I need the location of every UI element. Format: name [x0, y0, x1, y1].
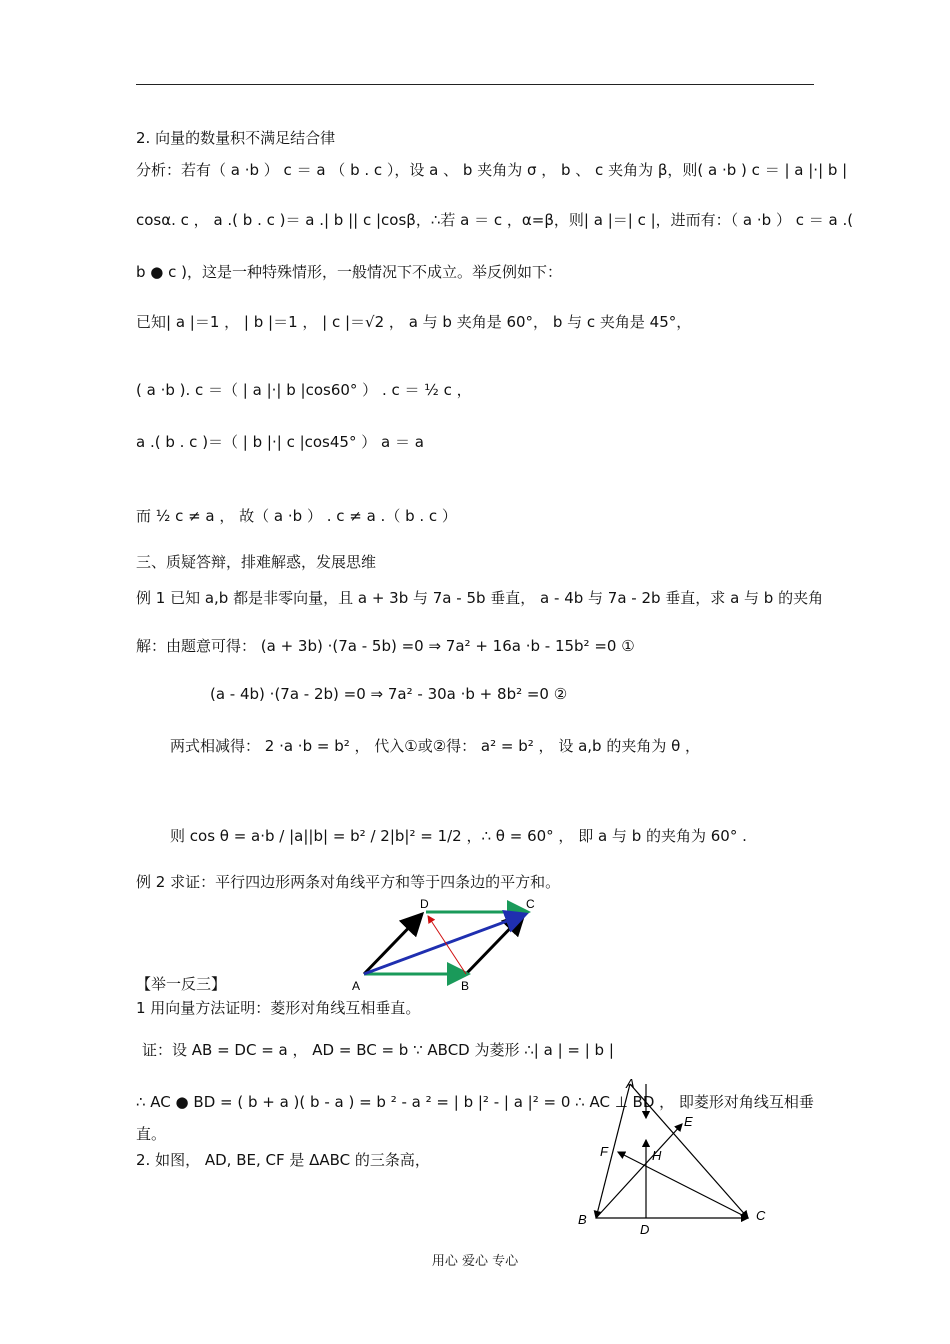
fig2-label-f: F — [600, 1144, 608, 1159]
fig2-label-b: B — [578, 1212, 587, 1227]
fig2-label-d: D — [640, 1222, 650, 1237]
line-example-2: 例 2 求证：平行四边形两条对角线平方和等于四条边的平方和。 — [136, 873, 561, 891]
line-proof-2: ∴ AC ● BD = ( b + a )( b - a ) = b ² - a ² = | b |² - | a |² = 0 ∴ AC ⊥ BD ， 即菱形对角线互相垂 — [136, 1093, 814, 1111]
page-footer: 用心 爱心 专心 — [431, 1254, 519, 1269]
parallelogram-figure — [350, 890, 550, 1000]
line-proof-3: 直。 — [136, 1125, 167, 1143]
fig2-label-c: C — [756, 1208, 766, 1223]
line-heading-2: 2. 向量的数量积不满足结合律 — [136, 129, 336, 147]
fig1-label-c: C — [526, 897, 535, 911]
fig2-label-e: E — [684, 1114, 693, 1129]
fig1-label-d: D — [420, 897, 429, 911]
line-solution-4: 则 cos θ = a·b / |a||b| = b² / 2|b|² = 1/2 ，∴ θ = 60° ， 即 a 与 b 的夹角为 60° . — [170, 827, 747, 845]
triangle-altitudes-figure — [570, 1078, 780, 1238]
line-calc-2: a .( b . c )＝（ | b |·| c |cos45° ） a ＝ a — [136, 433, 424, 451]
heading-examples: 【举一反三】 — [136, 975, 227, 993]
fig1-label-a: A — [352, 979, 361, 993]
line-solution-3: 两式相减得： 2 ·a ·b = b² ， 代入①或②得： a² = b² ， 设 a,b 的夹角为 θ ， — [170, 737, 701, 755]
line-exercise-2: 2. 如图， AD, BE, CF 是 ΔABC 的三条高， — [136, 1151, 430, 1169]
header-rule — [136, 84, 814, 85]
line-calc-1: ( a ·b ). c ＝（ | a |·| b |cos60° ） . c ＝ ½ c ， — [136, 381, 472, 399]
line-solution-2: (a - 4b) ·(7a - 2b) =0 ⇒ 7a² - 30a ·b + 8b² =0 ② — [210, 685, 568, 703]
fig1-label-b: B — [461, 979, 470, 993]
line-analysis-1: 分析：若有（ a ·b ） c ＝ a （ b . c ），设 a 、 b 夹角为 σ ， b 、 c 夹角为 β，则( a ·b ) c ＝ | a |·| b | — [136, 161, 848, 179]
line-analysis-2: cosα. c ， a .( b . c )＝ a .| b || c |cosβ，∴若 a ＝ c ，α=β，则| a |＝| c |，进而有：（ a ·b ） c ＝ a .( — [136, 211, 854, 229]
line-solution-1: 解：由题意可得： (a + 3b) ·(7a - 5b) =0 ⇒ 7a² + 16a ·b - 15b² =0 ① — [136, 637, 635, 655]
line-conclusion: 而 ½ c ≠ a ， 故（ a ·b ） . c ≠ a .（ b . c ） — [136, 507, 457, 525]
line-given: 已知| a |＝1 ， | b |＝1 ， | c |＝√2 ， a 与 b 夹角是 60°， b 与 c 夹角是 45°， — [136, 313, 692, 331]
fig2-label-a: A — [626, 1078, 635, 1091]
line-analysis-3: b ● c )，这是一种特殊情形，一般情况下不成立。举反例如下： — [136, 263, 563, 281]
fig2-label-h: H — [652, 1148, 662, 1163]
line-exercise-1: 1 用向量方法证明：菱形对角线互相垂直。 — [136, 999, 421, 1017]
line-example-1: 例 1 已知 a,b 都是非零向量，且 a + 3b 与 7a - 5b 垂直， a - 4b 与 7a - 2b 垂直，求 a 与 b 的夹角 — [136, 589, 824, 607]
section-heading-3: 三、质疑答辩，排难解惑，发展思维 — [136, 553, 377, 571]
line-proof-1: 证：设 AB = DC = a ， AD = BC = b ∵ ABCD 为菱形 ∴| a | = | b | — [142, 1041, 614, 1059]
